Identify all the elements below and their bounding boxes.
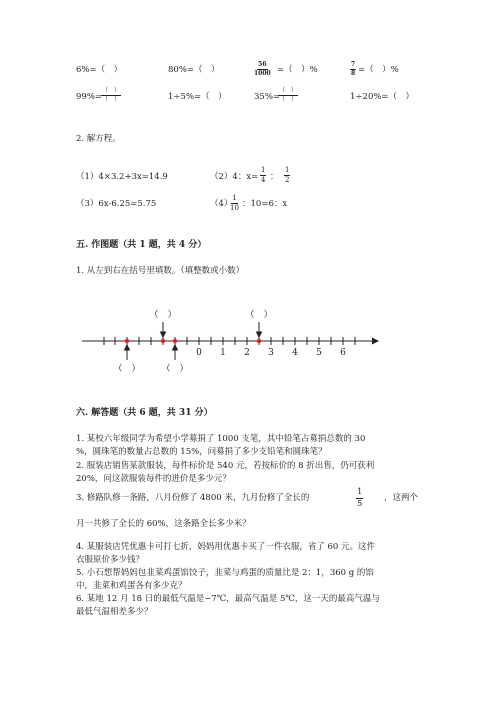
point-marker-b [161, 339, 165, 343]
problem-2: 2. 服装店销售某款服装，每件标价是 540 元，若按标价的 8 折出售，仍可获利 20%，问这款服装每件的进价是多少元？ [76, 461, 375, 484]
frac-1-2: $\frac{1}{2}$ [285, 166, 290, 184]
conv-56-1000: =（ ）% [277, 65, 318, 75]
frac-99pct: （ ） （ ） [102, 87, 121, 103]
tick-label-2: 2 [244, 348, 250, 358]
conv-6pct: 6%=（ ） [76, 65, 123, 75]
blank-above-1: （ ） [149, 310, 177, 320]
section-6-heading: 六. 解答题（共 6 题，共 31 分） [76, 408, 213, 418]
frac-7-8: $\frac{7}{8}$ [351, 61, 356, 77]
section-5-q1: 1. 从左到右在括号里填数。（填整数或小数） [76, 266, 245, 276]
tick-label-1: 1 [220, 348, 226, 358]
point-marker-d [257, 339, 261, 343]
equation-2-pre: （2）4：x= [210, 172, 259, 182]
problem-4: 4. 某服装店凭优惠卡可打七折，妈妈用优惠卡买了一件衣服，省了 60 元。这件 衣服原价多少钱？ [76, 542, 376, 565]
blank-above-2: （ ） [245, 310, 273, 320]
problem-3-line1: 3. 修路队修一条路，八月份修了 4800 米，九月份修了全长的 [76, 493, 310, 503]
problem-3-line2: 月一共修了全长的 60%，这条路全长多少米？ [76, 519, 251, 529]
point-marker-c [173, 339, 177, 343]
problem-5: 5. 小石想帮妈妈包韭菜鸡蛋馅饺子，韭菜与鸡蛋的质量比是 2：1，360 g 的馅 中，韭菜和鸡蛋各有多少克？ [76, 568, 374, 591]
section-5-heading: 五. 作图题（共 1 题，共 4 分） [76, 240, 207, 250]
equation-4-pre: （4） [210, 199, 233, 209]
tick-label-4: 4 [292, 348, 298, 358]
frac-1-5: $\frac{1}{5}$ [357, 487, 363, 509]
problem-1: 1. 某校六年级同学为希望小学募捐了 1000 支笔，其中铅笔占募捐总数的 30 %，圆珠笔的数量占总数的 15%，问募捐了多少支铅笔和圆珠笔？ [76, 434, 366, 457]
arrow-head-icon [372, 338, 379, 345]
number-line-figure [0, 300, 500, 400]
tick-label-0: 0 [196, 348, 202, 358]
frac-1-10: $\frac{1}{10}$ [230, 194, 239, 212]
conv-1div5pct: 1÷5%=（ ） [168, 92, 227, 102]
tick-label-5: 5 [316, 348, 322, 358]
point-marker-a [125, 339, 129, 343]
frac-1-4: $\frac{1}{4}$ [261, 166, 266, 184]
conv-35pct-pre: 35%= [254, 92, 281, 102]
equation-3: （3）6x-6.25=5.75 [76, 199, 157, 209]
tick-label-6: 6 [340, 348, 346, 358]
equation-2-colon: ： [270, 172, 279, 182]
equation-1: （1）4×3.2+3x=14.9 [76, 172, 168, 182]
problem-3-line1-end: ，这两个 [384, 493, 419, 503]
frac-56-1000: $\frac{56}{1000}$ [254, 61, 271, 77]
conv-1div20pct: 1÷20%=（ ） [350, 92, 415, 102]
equation-4-rest: ：10=6：x [242, 199, 288, 209]
conv-80pct: 80%=（ ） [168, 65, 220, 75]
q2-title: 2. 解方程。 [76, 134, 121, 144]
conv-7-8: =（ ）% [358, 65, 399, 75]
tick-label-3: 3 [268, 348, 274, 358]
blank-below-1: （ ） [113, 364, 141, 374]
problem-6: 6. 某地 12 月 18 日的最低气温是−7℃，最高气温是 5℃，这一天的最高气温与 最低气温相差多少？ [76, 594, 380, 617]
blank-below-2: （ ） [161, 364, 189, 374]
frac-35pct: （ ） （ ） [279, 87, 298, 103]
conv-99pct-pre: 99%= [76, 92, 103, 102]
